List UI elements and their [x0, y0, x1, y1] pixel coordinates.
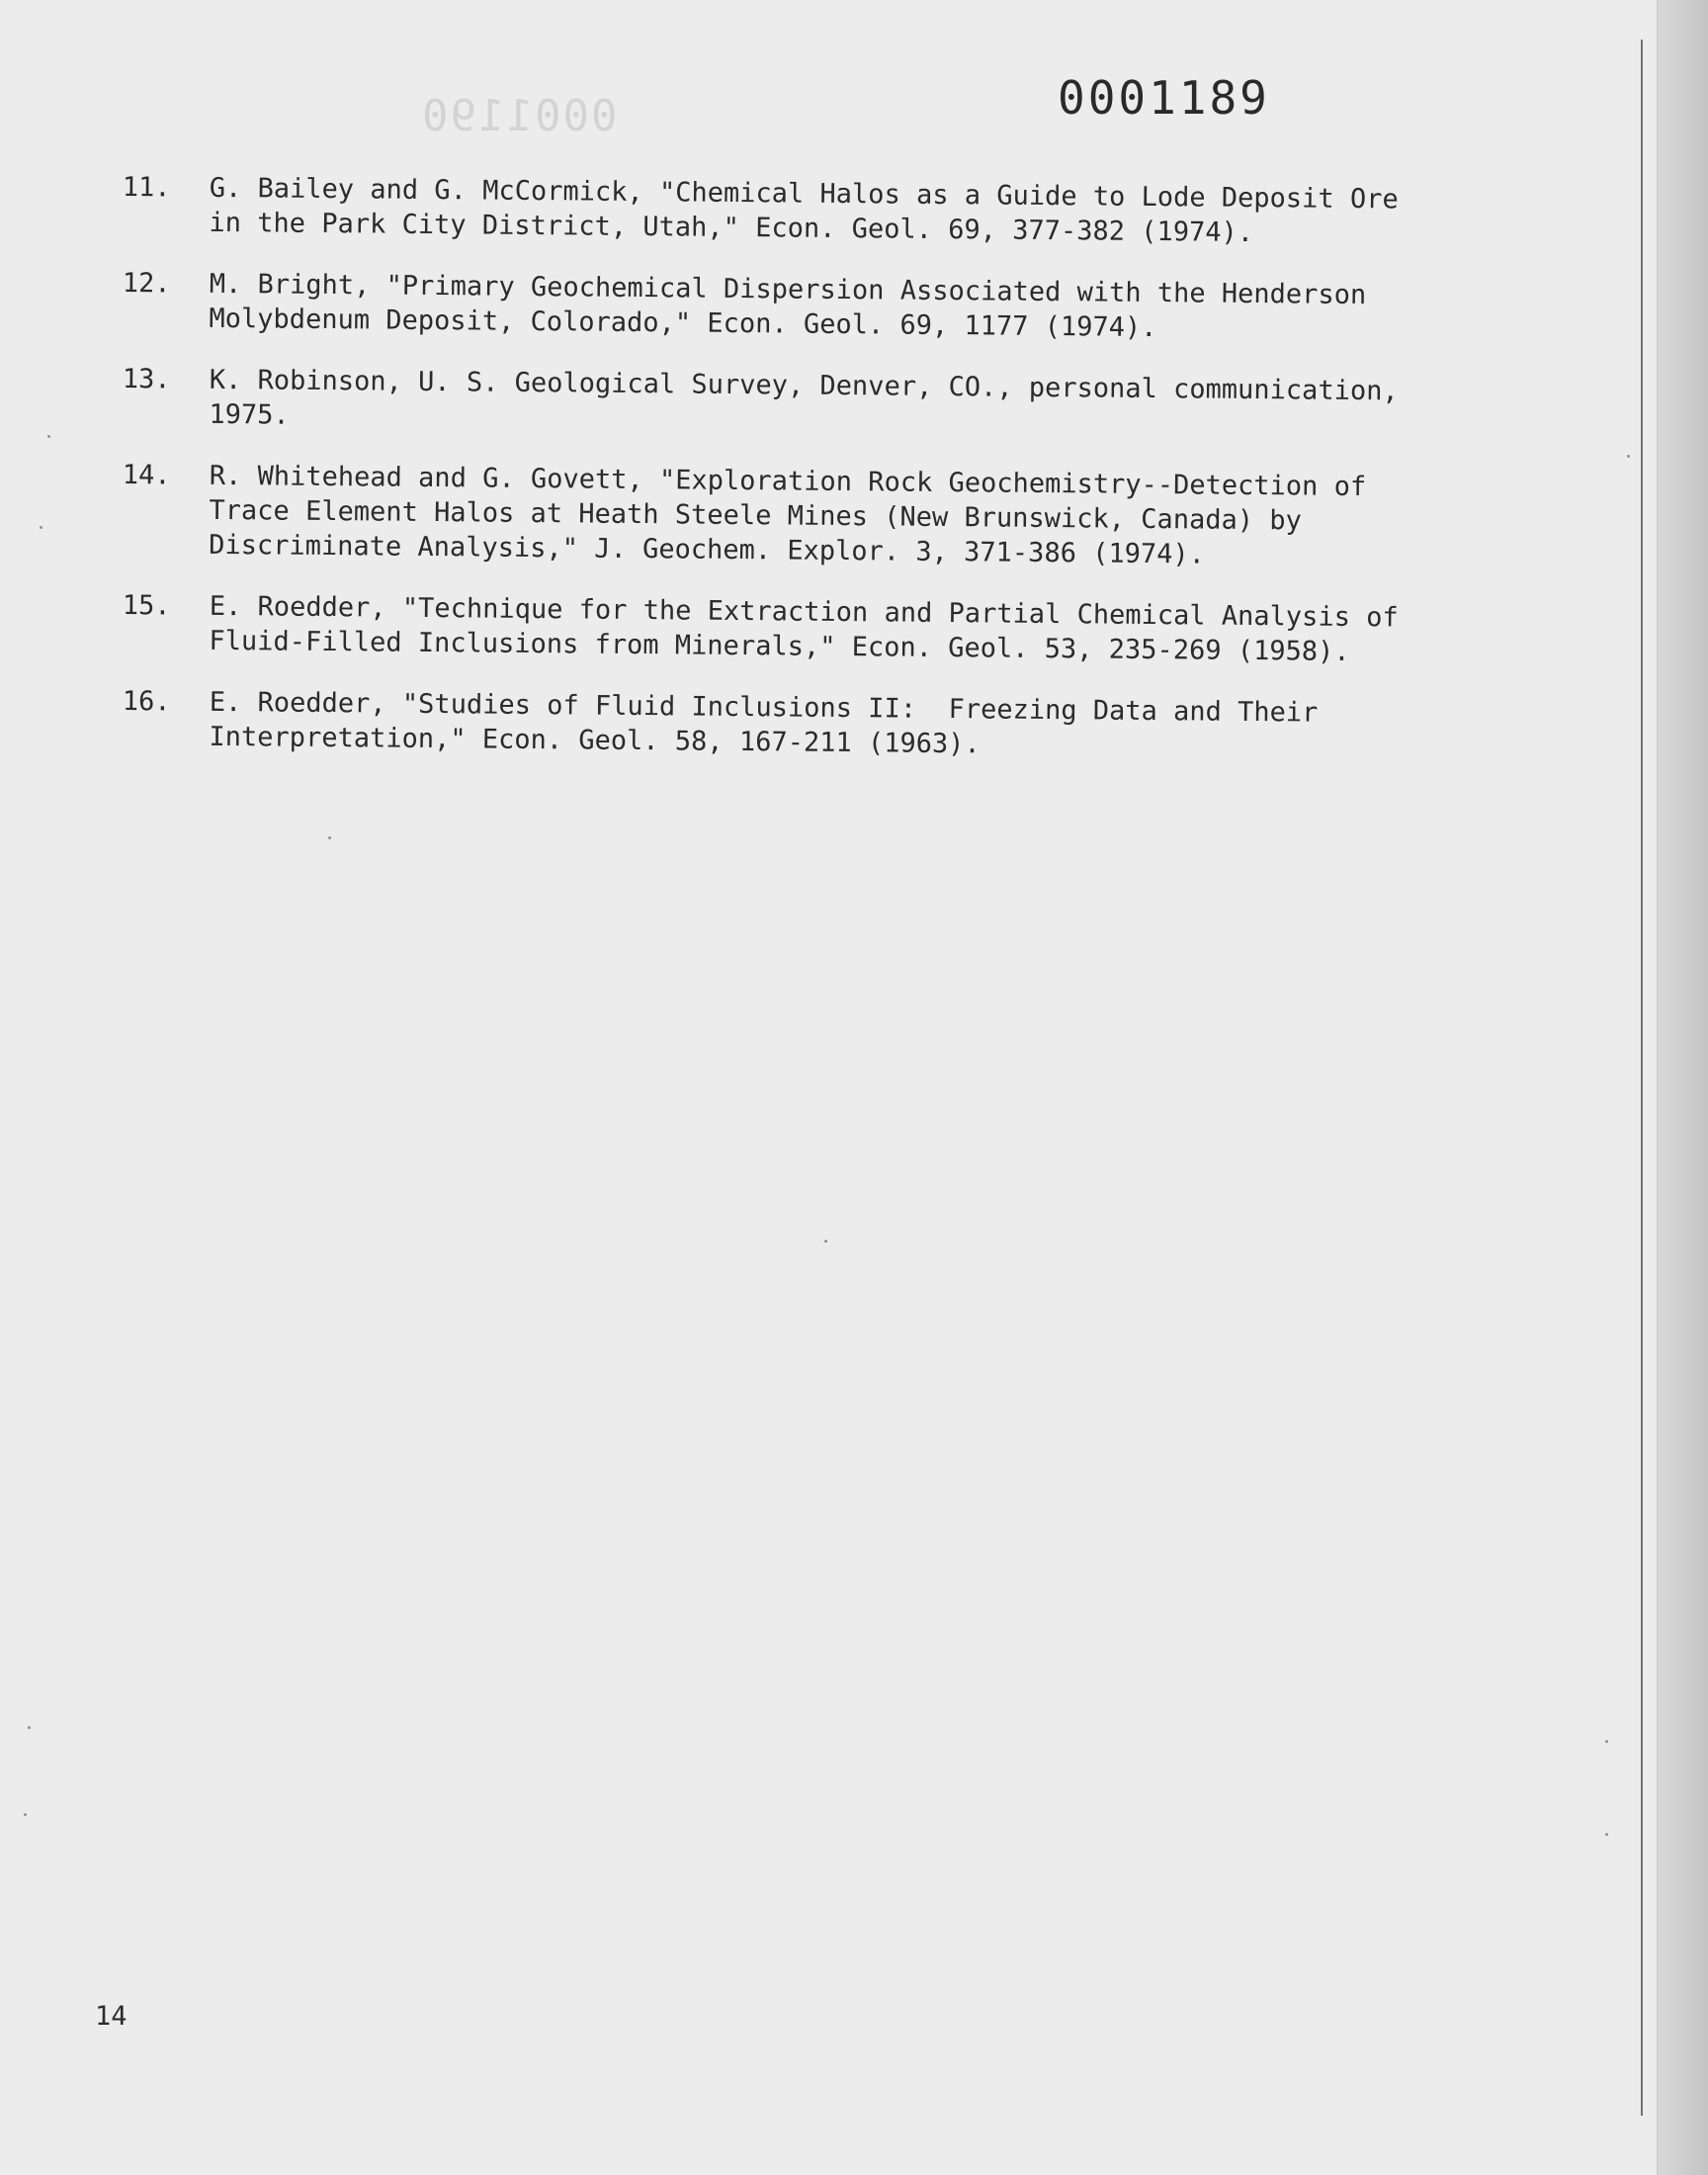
scan-background-edge — [1659, 0, 1708, 2175]
reference-line: Discriminate Analysis," J. Geochem. Explor. 3, 371-386 (1974). — [209, 529, 1206, 570]
page-number: 14 — [95, 2001, 128, 2032]
reference-item — [122, 588, 1467, 670]
scan-speck — [28, 1726, 31, 1729]
reference-number: 16. — [122, 685, 171, 718]
scan-speck — [1627, 455, 1630, 458]
reference-line: Trace Element Halos at Heath Steele Mines (New Brunswick, Canada) by — [209, 494, 1302, 537]
reference-number: 15. — [122, 589, 171, 622]
reference-line: K. Robinson, U. S. Geological Survey, Denver, CO., personal communication, — [209, 364, 1399, 407]
reference-number: 14. — [122, 459, 171, 491]
reference-number: 12. — [122, 267, 171, 300]
reference-line: E. Roedder, "Studies of Fluid Inclusions II: Freezing Data and Their — [209, 686, 1319, 729]
scan-speck — [1605, 1833, 1608, 1836]
reference-line: in the Park City District, Utah," Econ. Geol. 69, 377-382 (1974). — [209, 207, 1254, 248]
reference-item — [122, 362, 1467, 444]
reference-text — [209, 171, 1467, 252]
reference-line: Interpretation," Econ. Geol. 58, 167-211 (1963). — [209, 721, 981, 760]
scan-speck — [328, 836, 331, 839]
reference-text — [209, 589, 1467, 670]
scan-speck — [47, 435, 50, 438]
reference-text — [209, 267, 1467, 348]
reference-line: R. Whitehead and G. Govett, "Exploration Rock Geochemistry--Detection of — [209, 460, 1367, 503]
reference-number: 11. — [122, 171, 171, 204]
scan-speck — [24, 1813, 27, 1816]
scan-speck — [1605, 1740, 1608, 1743]
scan-speck — [40, 526, 43, 529]
reference-item — [122, 170, 1467, 252]
reference-text — [209, 363, 1467, 444]
bleed-through-stamp: 0001190 — [420, 91, 618, 141]
document-control-number: 0001189 — [1058, 71, 1270, 125]
reference-line: Molybdenum Deposit, Colorado," Econ. Geol. 69, 1177 (1974). — [209, 303, 1157, 344]
reference-line: 1975. — [209, 398, 290, 431]
page-fold-line — [1641, 40, 1643, 2116]
reference-item — [122, 266, 1467, 348]
reference-number: 13. — [122, 363, 171, 395]
reference-line: M. Bright, "Primary Geochemical Dispersion Associated with the Henderson — [209, 268, 1367, 311]
reference-text — [209, 459, 1467, 574]
reference-line: E. Roedder, "Technique for the Extraction and Partial Chemical Analysis of — [209, 590, 1399, 634]
reference-line: G. Bailey and G. McCormick, "Chemical Halos as a Guide to Lode Deposit Ore — [209, 172, 1399, 216]
scan-speck — [824, 1240, 827, 1243]
reference-text — [209, 685, 1467, 766]
reference-item — [122, 458, 1467, 574]
reference-list — [123, 170, 1467, 780]
reference-item — [122, 684, 1467, 766]
reference-line: Fluid-Filled Inclusions from Minerals," Econ. Geol. 53, 235-269 (1958). — [209, 625, 1350, 667]
